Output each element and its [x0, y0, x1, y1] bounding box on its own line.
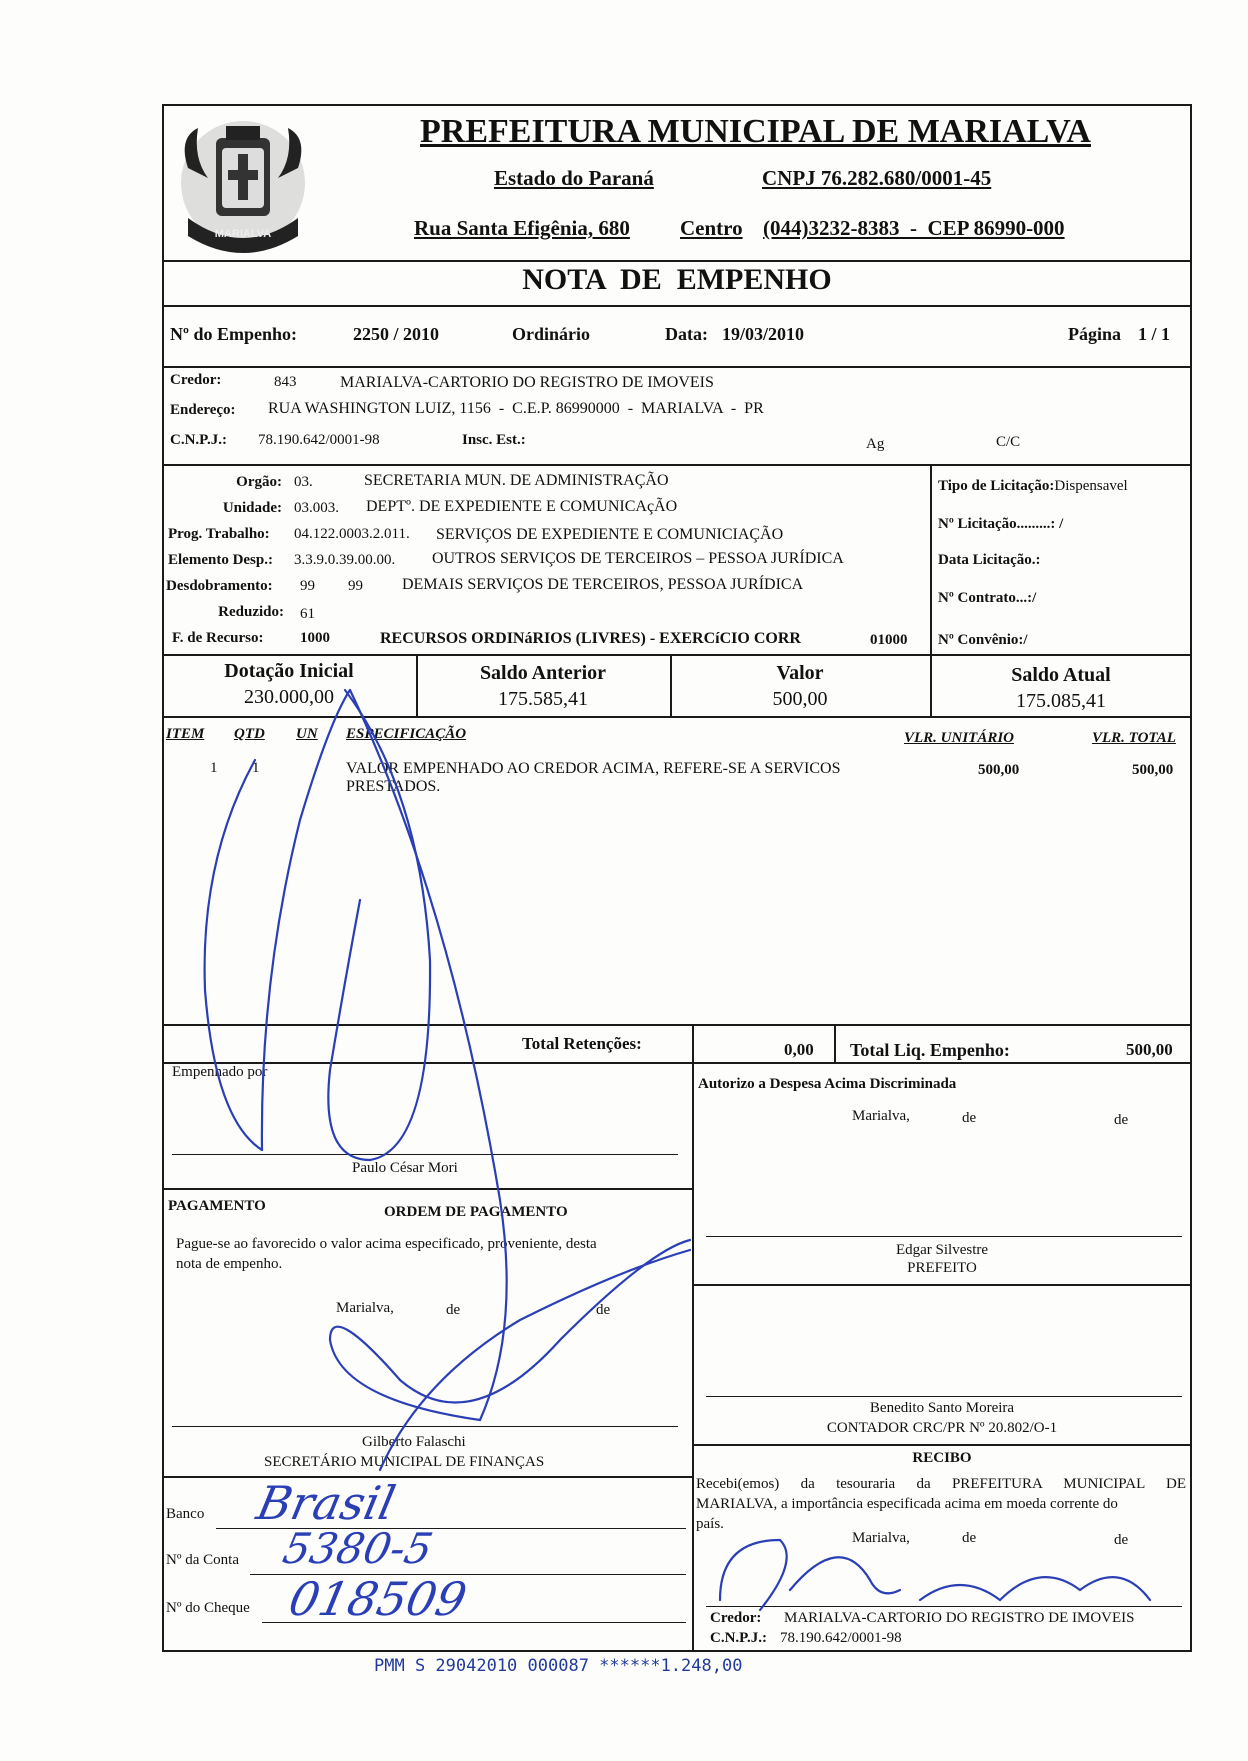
contador-name: Benedito Santo Moreira [869, 1400, 1015, 1416]
prefeito-title: PREFEITO [907, 1260, 977, 1276]
col-item: ITEM [166, 726, 205, 742]
address-label: Endereço: [170, 402, 236, 418]
recibo-text2: MARIALVA, a importância especificada acima em moeda corrente do [696, 1496, 1118, 1512]
conta-value: 5380-5 [278, 1524, 438, 1573]
empenhado-name: Paulo César Mori [352, 1160, 458, 1176]
page-number: 1 / 1 [1138, 324, 1171, 344]
dotacao-value: 230.000,00 [244, 686, 334, 708]
recibo-de1: de [962, 1530, 977, 1546]
unidade-code: 03.003. [294, 500, 339, 516]
recibo-cnpj-label: C.N.P.J.: [710, 1630, 767, 1646]
data-licitacao-label: Data Licitação.: [938, 552, 1041, 568]
elem-name: OUTROS SERVIÇOS DE TERCEIROS – PESSOA JURÍDICA [432, 550, 844, 567]
recurso-code2: 01000 [870, 632, 908, 648]
unidade-label: Unidade: [222, 500, 282, 516]
desd-code2: 99 [348, 578, 363, 594]
recibo-de2: de [1114, 1532, 1129, 1548]
convenio-label: Nº Convênio:/ [938, 632, 1028, 648]
recibo-cnpj: 78.190.642/0001-98 [780, 1630, 902, 1646]
tipo-licitacao-label-text: Tipo de Licitação: [938, 478, 1055, 494]
seal-text: MARIALVA [214, 228, 272, 240]
retencoes-label: Total Retenções: [522, 1034, 642, 1053]
item-total-value: 500,00 [1132, 762, 1174, 778]
divider [692, 1284, 1192, 1286]
item-qtd: 1 [252, 760, 260, 776]
divider [162, 305, 1192, 307]
recibo-label: RECIBO [912, 1450, 972, 1466]
signature-line [172, 1154, 678, 1155]
divider [162, 464, 1192, 466]
pagamento-place: Marialva, [336, 1300, 394, 1316]
empenho-type: Ordinário [512, 324, 591, 344]
divider [162, 260, 1192, 262]
reduzido-code: 61 [300, 606, 315, 622]
saldo-atual-value: 175.085,41 [1016, 690, 1106, 712]
prog-name: SERVIÇOS DE EXPEDIENTE E COMUNICIAÇÃO [436, 526, 784, 543]
divider [930, 464, 932, 654]
prog-label: Prog. Trabalho: [168, 526, 270, 542]
divider [692, 1444, 1192, 1446]
autorizo-place: Marialva, [852, 1108, 910, 1124]
cheque-label: Nº do Cheque [166, 1600, 250, 1616]
municipal-seal [168, 108, 318, 258]
valor-value: 500,00 [772, 688, 828, 710]
autorizo-label: Autorizo a Despesa Acima Discriminada [698, 1076, 957, 1092]
contrato-label: Nº Contrato...:/ [938, 590, 1037, 606]
secretario-name: Gilberto Falaschi [362, 1434, 466, 1450]
desd-label: Desdobramento: [166, 578, 273, 594]
banco-value: Brasil [252, 1476, 400, 1530]
empenho-number: 2250 / 2010 [353, 324, 440, 344]
autorizo-de1: de [962, 1110, 977, 1126]
prefeito-name: Edgar Silvestre [895, 1242, 989, 1258]
signature-line [706, 1396, 1182, 1397]
tipo-licitacao-value: Dispensavel [1054, 478, 1128, 494]
divider [162, 654, 1192, 656]
col-un: UN [296, 726, 318, 742]
conta-label: Nº da Conta [166, 1552, 239, 1568]
divider [162, 366, 1192, 368]
pagamento-de2: de [596, 1302, 611, 1318]
item-desc-line2: PRESTADOS. [346, 778, 441, 795]
ag-label: Ag [866, 436, 885, 452]
recurso-code: 1000 [300, 630, 330, 646]
divider [162, 1024, 1192, 1026]
signature-line [172, 1426, 678, 1427]
empenhado-label: Empenhado por [172, 1064, 268, 1080]
col-qtd: QTD [234, 726, 265, 742]
credor-cnpj: 78.190.642/0001-98 [258, 432, 380, 448]
divider [692, 1024, 694, 1064]
divider [162, 1062, 1192, 1064]
retencoes-value: 0,00 [784, 1040, 814, 1059]
secretario-title: SECRETÁRIO MUNICIPAL DE FINANÇAS [264, 1454, 545, 1470]
credor-address: RUA WASHINGTON LUIZ, 1156 - C.E.P. 86990000 - MARIALVA - PR [268, 400, 764, 417]
pagamento-text2: nota de empenho. [176, 1256, 283, 1272]
recibo-credor-name: MARIALVA-CARTORIO DO REGISTRO DE IMOVEIS [784, 1610, 1135, 1626]
header-cnpj: CNPJ 76.282.680/0001-45 [762, 166, 992, 190]
ordem-pagamento-label: ORDEM DE PAGAMENTO [384, 1204, 568, 1220]
liq-label: Total Liq. Empenho: [850, 1040, 1010, 1060]
empenho-number-label: Nº do Empenho: [170, 324, 297, 344]
recibo-credor-label: Credor: [710, 1610, 762, 1626]
unidade-name: DEPTº. DE EXPEDIENTE E COMUNICAçÃO [366, 498, 678, 515]
recurso-name: RECURSOS ORDINáRIOS (LIVRES) - EXERCíCIO CORR [380, 630, 801, 647]
dotacao-label: Dotação Inicial [224, 660, 354, 682]
valor-label: Valor [776, 662, 824, 684]
item-number: 1 [210, 760, 218, 776]
recibo-text3: país. [696, 1516, 724, 1532]
saldo-anterior-value: 175.585,41 [498, 688, 588, 710]
cc-label: C/C [996, 434, 1021, 450]
doc-title: NOTA DE EMPENHO [522, 263, 832, 296]
signature-line [706, 1606, 1182, 1607]
divider [834, 1024, 836, 1064]
elem-label: Elemento Desp.: [168, 552, 273, 568]
desd-code1: 99 [300, 578, 315, 594]
orgao-name: SECRETARIA MUN. DE ADMINISTRAÇÃO [364, 472, 669, 489]
divider [162, 1188, 694, 1190]
recibo-place: Marialva, [852, 1530, 910, 1546]
header-district: Centro [680, 216, 743, 240]
orgao-code: 03. [294, 474, 313, 490]
empenho-date: 19/03/2010 [722, 324, 805, 344]
header-state: Estado do Paraná [494, 166, 654, 190]
recurso-label: F. de Recurso: [172, 630, 264, 646]
col-especificacao: ESPECIFICAÇÃO [346, 726, 467, 742]
liq-value: 500,00 [1126, 1040, 1173, 1059]
divider [692, 1062, 694, 1650]
page-label: Página [1068, 324, 1122, 344]
banco-label: Banco [166, 1506, 205, 1522]
elem-code: 3.3.9.0.39.00.00. [294, 552, 396, 568]
signature-line [706, 1236, 1182, 1237]
credor-code: 843 [274, 374, 297, 390]
reduzido-label: Reduzido: [218, 604, 284, 620]
col-vlr-unitario: VLR. UNITÁRIO [904, 730, 1015, 746]
empenho-date-label: Data: [665, 324, 708, 344]
header-phone-cep: (044)3232-8383 - CEP 86990-000 [763, 216, 1065, 240]
pagamento-text1: Pague-se ao favorecido o valor acima especificado, proveniente, desta [176, 1236, 597, 1252]
cheque-value: 018509 [284, 1572, 472, 1626]
item-desc-line1: VALOR EMPENHADO AO CREDOR ACIMA, REFERE-SE A SERVICOS [346, 760, 841, 777]
divider [162, 716, 1192, 718]
footer-stamp: PMM S 29042010 000087 ******1.248,00 [374, 1656, 743, 1676]
cnpj-label: C.N.P.J.: [170, 432, 227, 448]
credor-label: Credor: [170, 372, 222, 388]
credor-name: MARIALVA-CARTORIO DO REGISTRO DE IMOVEIS [340, 374, 714, 391]
recibo-text1: Recebi(emos) da tesouraria da PREFEITURA MUNICIPAL DE [696, 1476, 1186, 1492]
autorizo-de2: de [1114, 1112, 1129, 1128]
col-vlr-total: VLR. TOTAL [1092, 730, 1176, 746]
divider [162, 1476, 694, 1478]
saldo-atual-label: Saldo Atual [1011, 664, 1111, 686]
item-unit-value: 500,00 [978, 762, 1020, 778]
desd-name: DEMAIS SERVIÇOS DE TERCEIROS, PESSOA JURÍDICA [402, 576, 804, 593]
tipo-licitacao-label [938, 478, 1128, 495]
contador-title: CONTADOR CRC/PR Nº 20.802/O-1 [826, 1420, 1058, 1436]
saldo-anterior-label: Saldo Anterior [479, 662, 607, 684]
header-title: PREFEITURA MUNICIPAL DE MARIALVA [420, 113, 1091, 150]
orgao-label: Orgão: [236, 474, 282, 490]
pagamento-label: PAGAMENTO [168, 1198, 266, 1214]
prog-code: 04.122.0003.2.011. [294, 526, 410, 542]
insc-est-label: Insc. Est.: [462, 432, 526, 448]
num-licitacao-label: Nº Licitação.........: / [938, 516, 1064, 532]
header-street: Rua Santa Efigênia, 680 [414, 216, 630, 240]
pagamento-de1: de [446, 1302, 461, 1318]
